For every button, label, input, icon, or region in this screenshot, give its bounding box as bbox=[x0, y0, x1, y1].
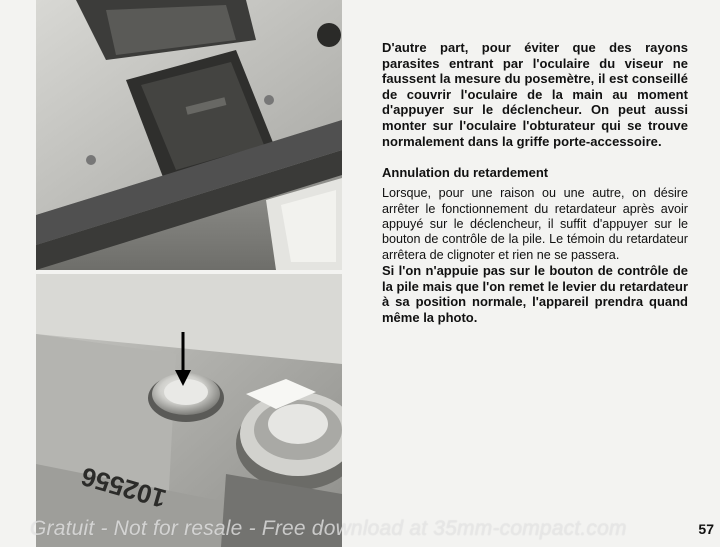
battery-button-photo-illustration bbox=[36, 274, 342, 547]
paragraph-eyepiece-cover: D'autre part, pour éviter que des rayons parasites entrant par l'oculaire du viseur ne faussent la mesure du posemètre, il est conseillé de couvrir l'oculaire de la main au moment d'appuyer sur le déclencheur. On peut aussi monter sur l'oculaire l'obturateur qui se trouve normalement dans la griffe porte-accessoire. bbox=[382, 40, 688, 149]
paragraph-timer-lever: Si l'on n'appuie pas sur le bouton de contrôle de la pile mais que l'on remet le levier du retardateur à sa position normale, l'appareil prendra quand même la photo. bbox=[382, 263, 688, 325]
viewfinder-photo-illustration bbox=[36, 0, 342, 270]
page-number: 57 bbox=[698, 521, 714, 537]
text-column bbox=[382, 40, 688, 326]
camera-serial-number: 102556 bbox=[77, 461, 170, 515]
photo-battery-check-button bbox=[36, 274, 342, 547]
photo-viewfinder-eyepiece bbox=[36, 0, 342, 270]
section-heading: Annulation du retardement bbox=[382, 165, 549, 181]
watermark: Gratuit - Not for resale - Free download at 35mm-compact.com bbox=[30, 517, 627, 540]
paragraph-cancel-timer: Lorsque, pour une raison ou une autre, on désire arrêter le fonctionnement du retardateur après avoir appuyé sur le déclencheur, il suffit d'appuyer sur le bouton de contrôle de la pile. Le témoin du retardateur arrêtera de clignoter et rien ne se passera. bbox=[382, 186, 688, 262]
